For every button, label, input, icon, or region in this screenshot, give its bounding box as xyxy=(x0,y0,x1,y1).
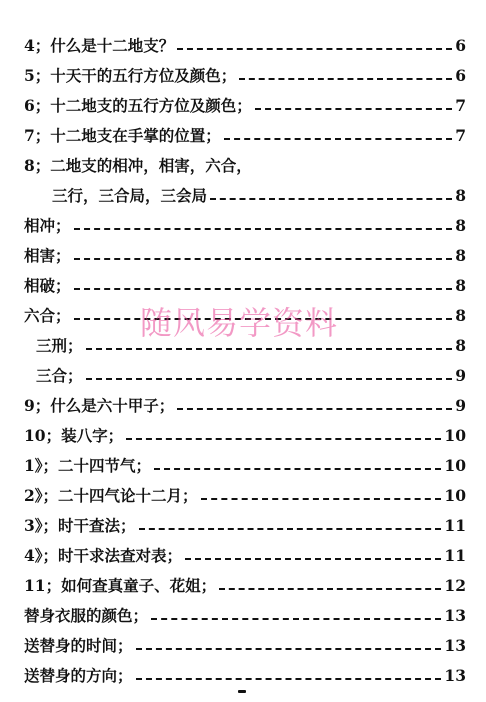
toc-entry-label: 送替身的时间； xyxy=(24,636,133,655)
toc-entry-tishen-color[interactable] xyxy=(24,606,466,626)
toc-entry-5[interactable] xyxy=(24,66,466,86)
toc-page-number: 11 xyxy=(444,516,466,535)
toc-entry-8[interactable] xyxy=(24,156,466,176)
toc-entry-10-1[interactable] xyxy=(24,456,466,476)
toc-page-number: 6 xyxy=(455,36,466,55)
toc-entry-liuhe[interactable] xyxy=(24,306,466,326)
toc-entry-label: 三合； xyxy=(36,366,83,385)
toc-entry-10-3[interactable] xyxy=(24,516,466,536)
toc-entry-10-4[interactable] xyxy=(24,546,466,566)
toc-entry-label: 4；什么是十二地支？ xyxy=(24,36,175,55)
toc-entry-sanhe[interactable] xyxy=(36,366,466,386)
toc-leader-dots xyxy=(224,138,452,140)
toc-entry-6[interactable] xyxy=(24,96,466,116)
toc-entry-label: 送替身的方向； xyxy=(24,666,133,685)
toc-leader-dots xyxy=(151,618,441,620)
toc-leader-dots xyxy=(74,258,453,260)
toc-entry-tishen-direction[interactable] xyxy=(24,666,466,686)
toc-entry-label: 1》；二十四节气； xyxy=(24,456,152,475)
toc-entry-label: 三刑； xyxy=(36,336,83,355)
toc-leader-dots xyxy=(136,648,442,650)
toc-page-number: 8 xyxy=(455,186,466,205)
toc-entry-10[interactable] xyxy=(24,426,466,446)
toc-page-number: 12 xyxy=(444,576,466,595)
toc-entry-7[interactable] xyxy=(24,126,466,146)
toc-page-number: 11 xyxy=(444,546,466,565)
toc-page-number: 8 xyxy=(455,306,466,325)
toc-entry-11[interactable] xyxy=(24,576,466,596)
toc-entry-label: 相破； xyxy=(24,276,71,295)
toc-page-number: 9 xyxy=(455,366,466,385)
toc-page-number: 7 xyxy=(455,126,466,145)
toc-entry-label: 替身衣服的颜色； xyxy=(24,606,149,625)
toc-leader-dots xyxy=(74,318,453,320)
toc-entry-xiangchong[interactable] xyxy=(24,216,466,236)
toc-entry-4[interactable] xyxy=(24,36,466,56)
toc-leader-dots xyxy=(255,108,452,110)
toc-entry-tishen-time[interactable] xyxy=(24,636,466,656)
page-footer-mark xyxy=(238,690,246,693)
toc-page-number: 10 xyxy=(444,486,466,505)
toc-leader-dots xyxy=(239,78,452,80)
toc-page-number: 8 xyxy=(455,276,466,295)
toc-page-number: 8 xyxy=(455,246,466,265)
toc-leader-dots xyxy=(74,288,453,290)
toc-entry-sanxing[interactable] xyxy=(36,336,466,356)
toc-leader-dots xyxy=(136,678,442,680)
toc-entry-label: 7；十二地支在手掌的位置； xyxy=(24,126,221,145)
toc-entry-label: 5；十天干的五行方位及颜色； xyxy=(24,66,237,85)
toc-leader-dots xyxy=(219,588,441,590)
toc-leader-dots xyxy=(185,558,441,560)
watermark-text: 随风易学资料 xyxy=(140,304,339,342)
toc-entry-xiangpo[interactable] xyxy=(24,276,466,296)
toc-leader-dots xyxy=(201,498,442,500)
toc-leader-dots xyxy=(86,378,453,380)
toc-entry-label: 六合； xyxy=(24,306,71,325)
toc-entry-label: 2》；二十四气论十二月； xyxy=(24,486,198,505)
toc-leader-dots xyxy=(154,468,441,470)
toc-page-number: 10 xyxy=(444,426,466,445)
toc-entry-label: 8；二地支的相冲，相害，六合， xyxy=(24,156,252,175)
toc-entry-label: 9；什么是六十甲子； xyxy=(24,396,175,415)
toc-entry-9[interactable] xyxy=(24,396,466,416)
toc-page-number: 13 xyxy=(444,636,466,655)
toc-page-number: 13 xyxy=(444,606,466,625)
toc-entry-label: 相冲； xyxy=(24,216,71,235)
toc-page-number: 8 xyxy=(455,336,466,355)
toc-leader-dots xyxy=(126,438,441,440)
toc-page-number: 6 xyxy=(455,66,466,85)
toc-entry-label: 相害； xyxy=(24,246,71,265)
toc-leader-dots xyxy=(86,348,453,350)
toc-entry-label: 3》；时干查法； xyxy=(24,516,136,535)
toc-leader-dots xyxy=(177,408,452,410)
toc-entry-xianghai[interactable] xyxy=(24,246,466,266)
toc-entry-label: 10；装八字； xyxy=(24,426,124,445)
toc-entry-8-continued[interactable] xyxy=(52,186,466,206)
toc-page-number: 10 xyxy=(444,456,466,475)
toc-page-number: 9 xyxy=(455,396,466,415)
toc-page-number: 8 xyxy=(455,216,466,235)
toc-entry-label: 4》；时干求法查对表； xyxy=(24,546,183,565)
toc-leader-dots xyxy=(177,48,452,50)
toc-leader-dots xyxy=(139,528,442,530)
toc-leader-dots xyxy=(74,228,453,230)
toc-entry-label: 6；十二地支的五行方位及颜色； xyxy=(24,96,252,115)
toc-leader-dots xyxy=(210,198,452,200)
toc-entry-label: 11；如何查真童子、花姐； xyxy=(24,576,217,595)
toc-page-number: 13 xyxy=(444,666,466,685)
toc-entry-label: 三行，三合局，三会局 xyxy=(52,186,208,205)
toc-entry-10-2[interactable] xyxy=(24,486,466,506)
toc-page-number: 7 xyxy=(455,96,466,115)
